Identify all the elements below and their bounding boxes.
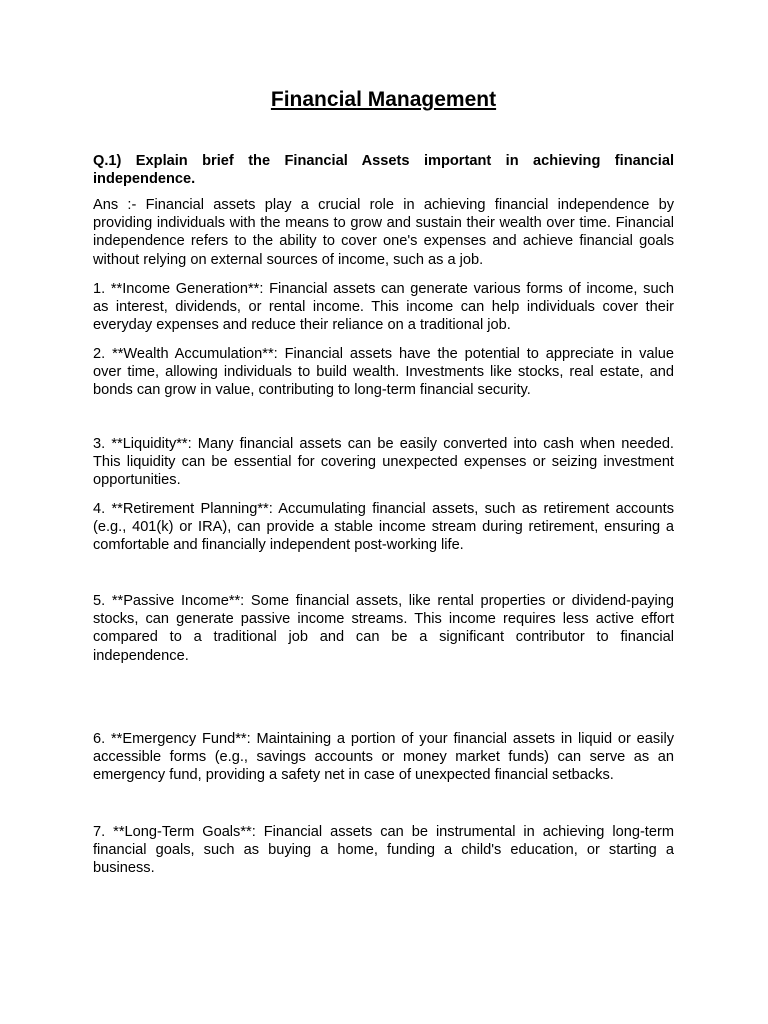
page-title: Financial Management: [270, 88, 497, 111]
answer-intro: Ans :- Financial assets play a crucial role in achieving financial independence by providing individuals with the means to grow and sustain their wealth over time. Financial independence refers to the ability to cover one's expenses and achieve financial goals without relying on external sources of income, such as a job.: [93, 197, 674, 268]
point-liquidity: 3. **Liquidity**: Many financial assets can be easily converted into cash when needed. This liquidity can be essential for covering unexpected expenses or seizing investment opportunities.: [93, 436, 674, 489]
point-long-term-goals: 7. **Long-Term Goals**: Financial assets can be instrumental in achieving long-term financial goals, such as buying a home, funding a child's education, or starting a business.: [93, 824, 674, 877]
point-wealth-accumulation: 2. **Wealth Accumulation**: Financial assets have the potential to appreciate in value over time, allowing individuals to build wealth. Investments like stocks, real estate, and bonds can grow in value, contributing to long-term financial security.: [93, 346, 674, 399]
point-income-generation: 1. **Income Generation**: Financial assets can generate various forms of income, such as interest, dividends, or rental income. This income can help individuals cover their everyday expenses and reduce their reliance on a traditional job.: [93, 281, 674, 334]
point-passive-income: 5. **Passive Income**: Some financial assets, like rental properties or dividend-paying stocks, can generate passive income streams. This income requires less active effort compared to a traditional job and can be a significant contributor to financial independence.: [93, 593, 674, 664]
question-text: Q.1) Explain brief the Financial Assets important in achieving financial independence.: [93, 153, 674, 188]
point-retirement-planning: 4. **Retirement Planning**: Accumulating financial assets, such as retirement accounts (e.g., 401(k) or IRA), can provide a stable income stream during retirement, ensuring a comfortable and financially independent post-working life.: [93, 501, 674, 554]
point-emergency-fund: 6. **Emergency Fund**: Maintaining a portion of your financial assets in liquid or easily accessible forms (e.g., savings accounts or money market funds) can serve as an emergency fund, providing a safety net in case of unexpected financial setbacks.: [93, 731, 674, 784]
